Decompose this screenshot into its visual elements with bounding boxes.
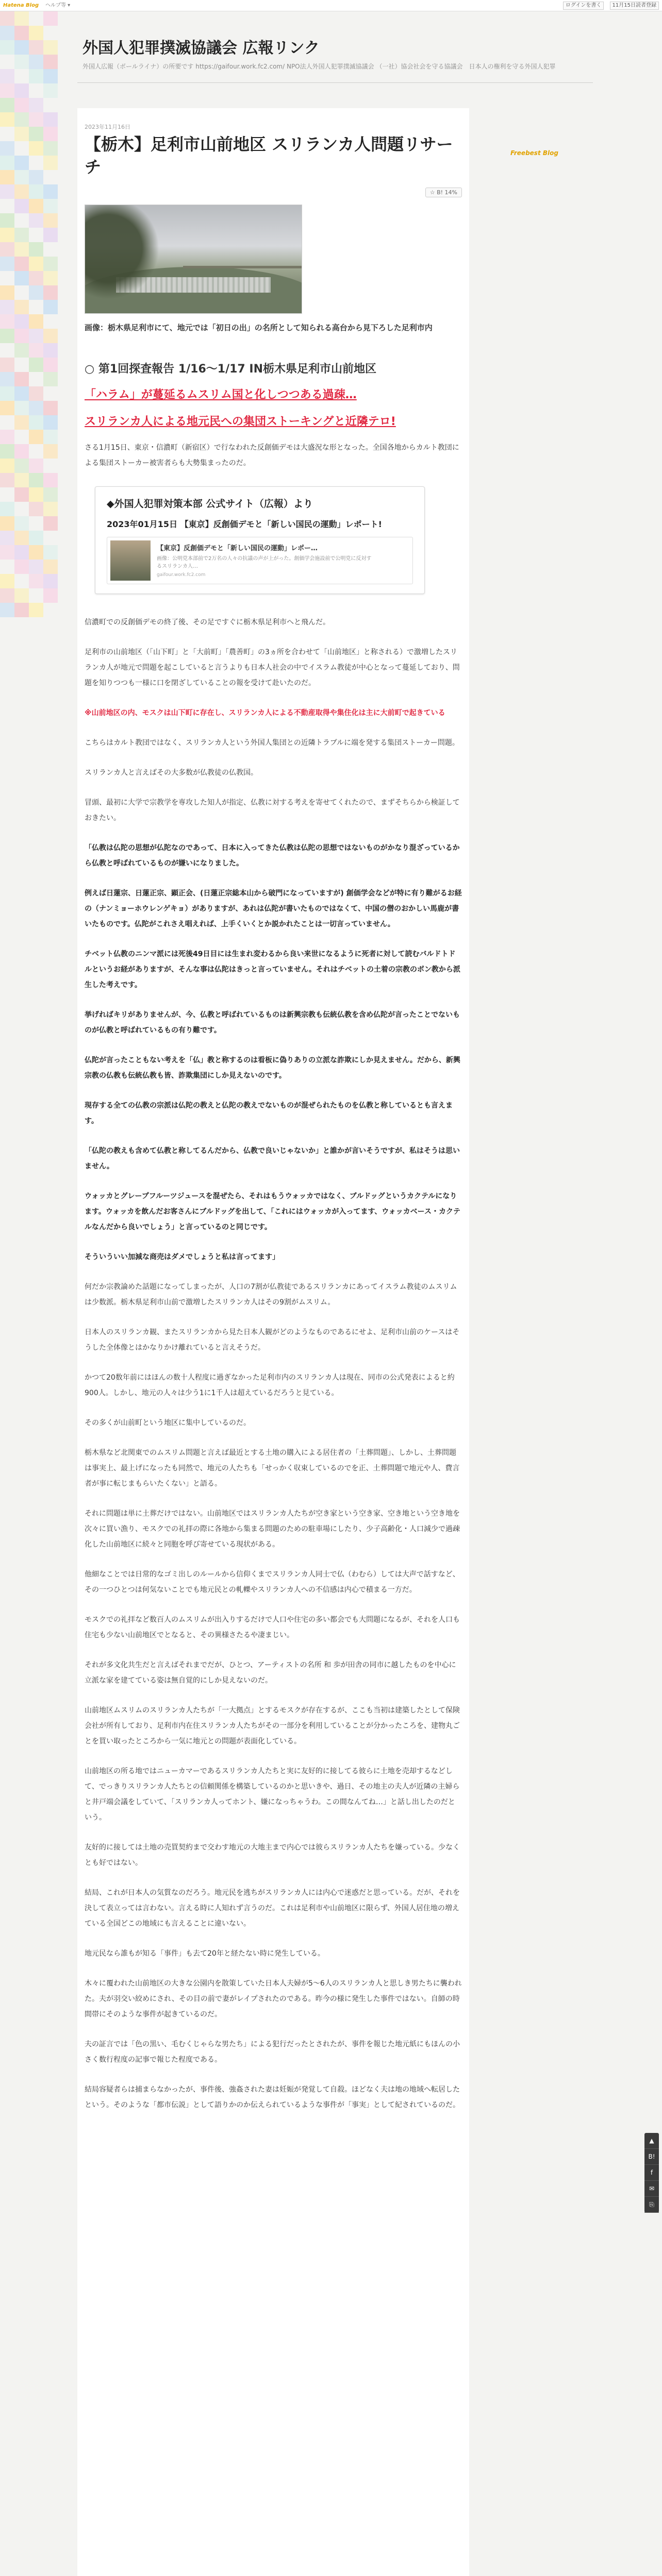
- copy-icon[interactable]: ⎘: [644, 2197, 659, 2213]
- mosaic-tile: [0, 98, 14, 112]
- mosaic-tile: [0, 516, 14, 531]
- mosaic-tile: [29, 184, 43, 199]
- mosaic-tile: [29, 574, 43, 588]
- mosaic-tile: [14, 545, 29, 560]
- blog-title[interactable]: 外国人犯罪撲滅協議会 広報リンク: [82, 39, 320, 57]
- mosaic-tile: [0, 314, 14, 329]
- mosaic-tile: [14, 588, 29, 603]
- mosaic-tile: [0, 329, 14, 343]
- mosaic-tile: [29, 213, 43, 228]
- article-paragraph: ウォッカとグレープフルーツジュースを混ぜたら、それはもうウォッカではなく、ブルドッグというカクテルになります。ウォッカを飲んだお客さんにブルドッグを出して、「これにはウォッカが入ってます、ウォッカベース・カクテルなんだから良いでしょう」と言っているのと同じです。: [85, 1192, 460, 1231]
- mosaic-tile: [0, 11, 14, 26]
- mosaic-tile: [14, 257, 29, 271]
- mosaic-tile: [29, 199, 43, 213]
- article-paragraph: 「仏教は仏陀の思想が仏陀なのであって、日本に入ってきた仏教は仏陀の思想ではないものがかなり混ざっているから仏教と呼ばれているものが嫌いになりました。: [85, 844, 460, 868]
- mosaic-tile: [43, 83, 58, 98]
- article-paragraph: 仏陀が言ったこともない考えを「仏」教と称するのは看板に偽りありの立派な詐欺にしか見えません。だから、新興宗教の仏教も伝統仏教も皆、詐欺集団にしか見えないのです。: [85, 1056, 460, 1080]
- article-paragraph: 信濃町での反創価デモの終了後、その足ですぐに栃木県足利市へと飛んだ。: [85, 618, 330, 626]
- mosaic-tile: [14, 386, 29, 401]
- article-paragraph: 夫の証言では「色の黒い、毛むくじゃらな男たち」による犯行だったとされたが、事件を報じた地元紙にもほんの小さく数行程度の記事で報じた程度である。: [85, 2040, 460, 2064]
- article-paragraph: かつて20数年前にはほんの数十人程度に過ぎなかった足利市内のスリランカ人は現在、同市の公式発表によると約900人。しかし、地元の人々は少う1に1千人は超えているだろうと見ている。: [85, 1374, 455, 1397]
- article-paragraph: モスクでの礼拝など数百人のムスリムが出入りするだけで人口や住宅の多い都会でも大問題になるが、それを人口も住宅も少ない山前地区でとなると、その異様さたるや凄まじい。: [85, 1616, 460, 1639]
- mosaic-tile: [14, 401, 29, 415]
- mosaic-tile: [43, 112, 58, 127]
- article-paragraph: 結局、これが日本人の気質なのだろう。地元民を逃ちがスリランカ人には内心で迷惑だと思っている。だが、それを決して表立っては言わない。言える時に人知れず言うのだ。これは足利市や山前地区に限らず、外国人居住地の増えている全国どこの地域にも言えることに違いない。: [85, 1889, 460, 1928]
- article-body: [85, 615, 462, 2113]
- mosaic-tile: [29, 358, 43, 372]
- decorative-mosaic: [0, 11, 58, 619]
- mosaic-tile: [43, 127, 58, 141]
- article-paragraph: 栃木県など北関東でのムスリム問題と言えば最近とする土地の購入による居住者の「土葬問題」、しかし、土葬問題は事実上、最上げになったも同然で、地元の人たちも「せっかく収束しているのでを正、土葬問題で地元や人、費言者が事に転じまもらいたくない」と語る。: [85, 1449, 460, 1488]
- mosaic-tile: [0, 69, 14, 83]
- post-title[interactable]: 【栃木】足利市山前地区 スリランカ人問題リサーチ: [85, 134, 453, 177]
- article-paragraph: ※山前地区の内、モスクは山下町に存在し、スリランカ人による不動産取得や集住化は主に大前町で起きている: [85, 709, 445, 717]
- mosaic-tile: [14, 156, 29, 170]
- embed-inner-card[interactable]: [107, 537, 413, 584]
- logo-blog: Blog: [26, 3, 39, 8]
- mosaic-tile: [43, 11, 58, 26]
- article-paragraph: 結局容疑者らは捕まらなかったが、事件後、強姦された妻は妊娠が発覚して自殺。ほどなく夫は地の地域へ転居したという。そのような「都市伝説」として語りかのか伝えられているような事件が「事実」として紀されているのだ。: [85, 2086, 460, 2109]
- mosaic-tile: [0, 502, 14, 516]
- mosaic-tile: [43, 228, 58, 242]
- mosaic-tile: [29, 545, 43, 560]
- mosaic-tile: [29, 314, 43, 329]
- article-paragraph: 山前地区ムスリムのスリランカ人たちが「一大拠点」とするモスクが存在するが、ここも当初は建築したとして保険会社が所有しており、足利市内在住スリランカ人たちがその一部分を利用していることが分かったころを、建物丸ごとを買い取ったところから一気に地元との問題が表面化している。: [85, 1706, 460, 1745]
- mosaic-tile: [29, 55, 43, 69]
- mosaic-tile: [14, 473, 29, 487]
- mosaic-tile: [43, 545, 58, 560]
- mosaic-tile: [43, 401, 58, 415]
- topbar-menu[interactable]: ヘルプ等 ▾: [45, 3, 71, 8]
- article-paragraph: 木々に覆われた山前地区の大きな公園内を散策していた日本人夫婦が5〜6人のスリランカ人と思しき男たちに襲われた。夫が羽交い絞めにされ、その目の前で妻がレイプされたのである。昨今の様に発生した事件ではない。自師の時間帯にそのような事件が起きているのだ。: [85, 1979, 462, 2019]
- intro-paragraph: さる1月15日、東京・信濃町（新宿区）で行なわれた反創価デモは大盛況な形となった。全国各地からカルト教団による集団ストーカー被害者らも大勢集まったのだ。: [85, 444, 459, 467]
- embed-inner-url: gaifour.work.fc2.com: [157, 572, 206, 578]
- mosaic-tile: [29, 502, 43, 516]
- mosaic-tile: [43, 588, 58, 603]
- mosaic-tile: [0, 213, 14, 228]
- mosaic-tile: [0, 531, 14, 545]
- mosaic-tile: [14, 372, 29, 386]
- mosaic-tile: [0, 170, 14, 184]
- blog-description: 外国人広報（ボールライナ）の所要です https://gaifour.work.fc2.com/ NPO法人外国人犯罪撲滅協議会 （一社）協会社会を守る協議会 日本人の権利を守る外国人犯罪: [82, 63, 556, 70]
- mosaic-tile: [43, 156, 58, 170]
- mosaic-tile: [29, 401, 43, 415]
- mosaic-tile: [43, 343, 58, 358]
- mosaic-tile: [29, 343, 43, 358]
- mosaic-tile: [0, 26, 14, 40]
- article-paragraph: チベット仏教のニンマ派には死後49日目には生まれ変わるから良い来世になるように死者に対して読むバルドトドルというお経がありますが、そんな事は仏陀はきっと言っていません。それはチベットの土着の宗教のボン教から派生した考えです。: [85, 950, 460, 989]
- article-paragraph: その多くが山前町という地区に集中しているのだ。: [85, 1419, 251, 1427]
- logo-main: Hatena: [3, 3, 24, 8]
- mosaic-tile: [14, 329, 29, 343]
- embed-thumbnail: [110, 540, 151, 581]
- mosaic-tile: [14, 228, 29, 242]
- mosaic-tile: [29, 415, 43, 430]
- header-divider: [77, 82, 593, 83]
- mosaic-tile: [0, 242, 14, 257]
- sidebar-logo-main: Freebest: [510, 149, 541, 157]
- mosaic-tile: [14, 170, 29, 184]
- mosaic-tile: [0, 285, 14, 300]
- mosaic-tile: [29, 257, 43, 271]
- mosaic-tile: [29, 69, 43, 83]
- article-paragraph: 足利市の山前地区（「山下町」と「大前町」「農善町」の3ヵ所を合わせて「山前地区」と称される）で激増したスリランカ人が地元で問題を起こしていると言うよりも日本人社会の中でイスラム教徒が中心となって蔓延しており、問題を知りつつも一様に口を閉ざしていることの報を受けて赴いたのだ。: [85, 648, 460, 687]
- hatena-logo[interactable]: [3, 0, 39, 11]
- article-paragraph: 山前地区の所る地ではニューカマーであるスリランカ人たちと実に友好的に接してる彼らに土地を売却するなどして、でっきりスリランカ人たちとの信頼関係を構築しているのかと思いきや、過日、その地主の夫人が近隣の主婦らと井戸端会議をしていて、「スリランカ人ってホント、嫌になっちゃうわ。この間なんてね…」と話し出したのだという。: [85, 1767, 460, 1822]
- section-heading: ○ 第1回探査報告 1/16～1/17 IN栃木県足利市山前地区: [85, 363, 376, 376]
- mosaic-tile: [43, 213, 58, 228]
- mosaic-tile: [14, 40, 29, 55]
- article-paragraph: 例えば日蓮宗、日蓮正宗、顕正会、(日蓮正宗総本山から破門になっていますが) 創価学会などが特に有り難がるお経の（ナンミョーホウレンゲキョ）がありますが、あれは仏陀が書いたものではなくて、中国の僧のおかしい馬鹿が書いたものです。仏陀がこれさえ唱えれば、上手くいくとか説かれたことは一切言っていません。: [85, 889, 462, 928]
- mosaic-tile: [43, 184, 58, 199]
- mosaic-tile: [14, 560, 29, 574]
- mosaic-tile: [29, 386, 43, 401]
- article-paragraph: 「仏陀の教えも含めて仏教と称してるんだから、仏教で良いじゃないか」と誰かが言いそうですが、私はそうは思いません。: [85, 1147, 460, 1171]
- mosaic-tile: [43, 487, 58, 502]
- mosaic-tile: [0, 386, 14, 401]
- mosaic-tile: [43, 55, 58, 69]
- mosaic-tile: [14, 415, 29, 430]
- mosaic-tile: [14, 184, 29, 199]
- bookmark-row: [85, 187, 462, 197]
- mosaic-tile: [0, 603, 14, 617]
- mosaic-tile: [14, 127, 29, 141]
- mosaic-tile: [14, 531, 29, 545]
- mosaic-tile: [14, 444, 29, 459]
- photo-railing: [183, 266, 302, 268]
- mosaic-tile: [0, 141, 14, 156]
- article-paragraph: 友好的に接しては土地の売買契約まで交わす地元の大地主まで内心では彼らスリランカ人たちを嫌っている。少なくとも好ではない。: [85, 1843, 460, 1867]
- embed-date-line[interactable]: 2023年01月15日 【東京】反創価デモと「新しい国民の運動」レポート!: [107, 519, 382, 529]
- mosaic-tile: [43, 372, 58, 386]
- mosaic-tile: [0, 83, 14, 98]
- mosaic-tile: [43, 358, 58, 372]
- mosaic-tile: [29, 285, 43, 300]
- article-paragraph: 挙げればキリがありませんが、今、仏教と呼ばれているものは新興宗教も伝統仏教を含め仏陀が言ったことでないものが仏教と呼ばれているもの有り難です。: [85, 1011, 460, 1035]
- mosaic-tile: [43, 141, 58, 156]
- mosaic-tile: [0, 184, 14, 199]
- mosaic-tile: [29, 170, 43, 184]
- mosaic-tile: [14, 300, 29, 314]
- mosaic-tile: [29, 127, 43, 141]
- article-paragraph: 現存する全ての仏教の宗派は仏陀の教えと仏陀の教えでないものが混ぜられたものを仏教と称しているとも言えます。: [85, 1101, 453, 1125]
- mosaic-tile: [14, 242, 29, 257]
- mosaic-tile: [0, 112, 14, 127]
- mosaic-tile: [29, 560, 43, 574]
- mosaic-tile: [14, 11, 29, 26]
- mosaic-tile: [29, 487, 43, 502]
- mosaic-tile: [14, 487, 29, 502]
- facebook-icon[interactable]: f: [644, 2165, 659, 2181]
- mosaic-tile: [14, 26, 29, 40]
- mosaic-tile: [0, 257, 14, 271]
- mosaic-tile: [29, 430, 43, 444]
- mosaic-tile: [0, 358, 14, 372]
- mosaic-tile: [0, 156, 14, 170]
- mosaic-tile: [43, 415, 58, 430]
- mosaic-tile: [14, 271, 29, 285]
- floating-share-tools: [644, 2133, 659, 2213]
- article-paragraph: それに問題は単に土葬だけではない。山前地区ではスリランカ人たちが空き家という空き家、空き地という空き地を次々に買い漁り、モスクでの礼拝の際に各地から集まる問題のための駐車場にしたり、少子高齢化・人口減少で過疎化した山前地区に続々と同胞を呼び寄せている現状がある。: [85, 1510, 460, 1549]
- related-link-2[interactable]: スリランカ人による地元民への集団ストーキングと近隣テロ!: [85, 415, 396, 428]
- mosaic-tile: [43, 444, 58, 459]
- mosaic-tile: [0, 40, 14, 55]
- mosaic-tile: [29, 40, 43, 55]
- embedded-link-card[interactable]: [95, 486, 425, 594]
- photo-caption: 画像：栃木県足利市にて、地元では「初日の出」の名所として知られる高台から見下ろした足利市内: [85, 323, 433, 332]
- article-card: [77, 108, 469, 2576]
- mosaic-tile: [0, 459, 14, 473]
- article-paragraph: 日本人のスリランカ観、またスリランカから見た日本人観がどのようなものであるにせよ、足利市山前のケースはそうした全体像とはかなりかけ離れていると言えそうだ。: [85, 1328, 460, 1352]
- article-photo: [85, 205, 302, 314]
- mosaic-tile: [43, 271, 58, 285]
- mosaic-tile: [14, 98, 29, 112]
- article-paragraph: 地元民なら誰もが知る「事件」も去て20年と経たない時に発生している。: [85, 1950, 325, 1958]
- mosaic-tile: [14, 343, 29, 358]
- mosaic-tile: [43, 40, 58, 55]
- mosaic-tile: [29, 603, 43, 617]
- mosaic-tile: [43, 199, 58, 213]
- article-paragraph: 冒頭、最初に大学で宗教学を専攻した知人が指定、仏教に対する考えを寄せてくれたので、まずそちらから検証しておきたい。: [85, 799, 460, 822]
- mosaic-tile: [14, 314, 29, 329]
- mosaic-tile: [0, 372, 14, 386]
- topbar-actions: [559, 0, 659, 11]
- mosaic-tile: [0, 588, 14, 603]
- post-date[interactable]: 2023年11月16日: [85, 124, 130, 130]
- mosaic-tile: [14, 112, 29, 127]
- related-link-1[interactable]: 「ハラム」が蔓延るムスリム国と化しつつある過疎…: [85, 388, 357, 401]
- mosaic-tile: [29, 459, 43, 473]
- photo-tree: [85, 205, 162, 313]
- mosaic-tile: [43, 329, 58, 343]
- hatena-topbar: [0, 0, 662, 11]
- mosaic-tile: [43, 285, 58, 300]
- mosaic-tile: [14, 459, 29, 473]
- embed-inner-excerpt: 画像：公明党本部前で2万名の人々の抗議の声が上がった。創価学会施設前で公明党に反対するスリランカ人…: [157, 556, 372, 569]
- mosaic-tile: [29, 329, 43, 343]
- sidebar-logo-blog: Blog: [542, 149, 558, 157]
- hatena-bookmark-icon[interactable]: B!: [644, 2149, 659, 2165]
- mosaic-tile: [14, 83, 29, 98]
- mosaic-tile: [29, 26, 43, 40]
- article-paragraph: 何だか宗教論めた話題になってしまったが、人口の7割が仏教徒であるスリランカにあってイスラム教徒のムスリムは少数派。栃木県足利市山前で激増したスリランカ人はその9割がムスリム。: [85, 1283, 457, 1307]
- mosaic-tile: [0, 401, 14, 415]
- mosaic-tile: [14, 199, 29, 213]
- article-paragraph: スリランカ人と言えばその大多数が仏教徒の仏教国。: [85, 769, 258, 777]
- mosaic-tile: [43, 574, 58, 588]
- mosaic-tile: [0, 430, 14, 444]
- mosaic-tile: [43, 560, 58, 574]
- mosaic-tile: [0, 473, 14, 487]
- mosaic-tile: [29, 473, 43, 487]
- mosaic-tile: [43, 257, 58, 271]
- mail-icon[interactable]: ✉: [644, 2181, 659, 2197]
- mosaic-tile: [43, 473, 58, 487]
- subscribe-button[interactable]: 11月15日読者登録: [610, 2, 659, 10]
- mosaic-tile: [0, 300, 14, 314]
- mosaic-tile: [43, 430, 58, 444]
- mosaic-tile: [29, 141, 43, 156]
- mosaic-tile: [0, 228, 14, 242]
- mosaic-tile: [0, 444, 14, 459]
- article-paragraph: そういういい加減な商売はダメでしょうと私は言ってます」: [85, 1253, 279, 1261]
- sidebar-blog-logo[interactable]: [510, 149, 558, 157]
- mosaic-tile: [0, 545, 14, 560]
- mosaic-tile: [29, 112, 43, 127]
- mosaic-tile: [43, 516, 58, 531]
- mosaic-tile: [29, 531, 43, 545]
- mosaic-tile: [29, 242, 43, 257]
- mosaic-tile: [43, 300, 58, 314]
- embed-title: ◆外国人犯罪対策本部 公式サイト（広報）より: [107, 498, 313, 510]
- mosaic-tile: [14, 603, 29, 617]
- login-button[interactable]: ログインを書く: [563, 2, 604, 10]
- article-paragraph: 他細なことでは日常的なゴミ出しのルールから信仰くまでスリランカ人同士で仏（わむら）しては大声で話すなど、その一つひとつは何気ないことでも地元民との軋轢やスリランカ人への不信感は内心で積まる一方だ。: [85, 1570, 460, 1594]
- mosaic-tile: [0, 574, 14, 588]
- mosaic-tile: [43, 69, 58, 83]
- article-paragraph: それが多文化共生だと言えばそれまでだが、ひとつ、アーティストの名所 和 歩が田舎の同市に越したものを中心に立派な家を建てている姿は無自覚的にしか見えないのだ。: [85, 1661, 456, 1685]
- scroll-top-icon[interactable]: ▲: [644, 2133, 659, 2149]
- embed-inner-title: 【東京】反創価デモと「新しい国民の運動」レポー…: [157, 545, 318, 552]
- mosaic-tile: [14, 55, 29, 69]
- mosaic-tile: [43, 502, 58, 516]
- article-paragraph: こちらはカルト教団ではなく、スリランカ人という外国人集団との近隣トラブルに端を発する集団ストーカー問題。: [85, 739, 459, 747]
- mosaic-tile: [14, 516, 29, 531]
- bookmark-button[interactable]: ☆ B! 14%: [425, 188, 462, 197]
- mosaic-tile: [29, 271, 43, 285]
- mosaic-tile: [29, 98, 43, 112]
